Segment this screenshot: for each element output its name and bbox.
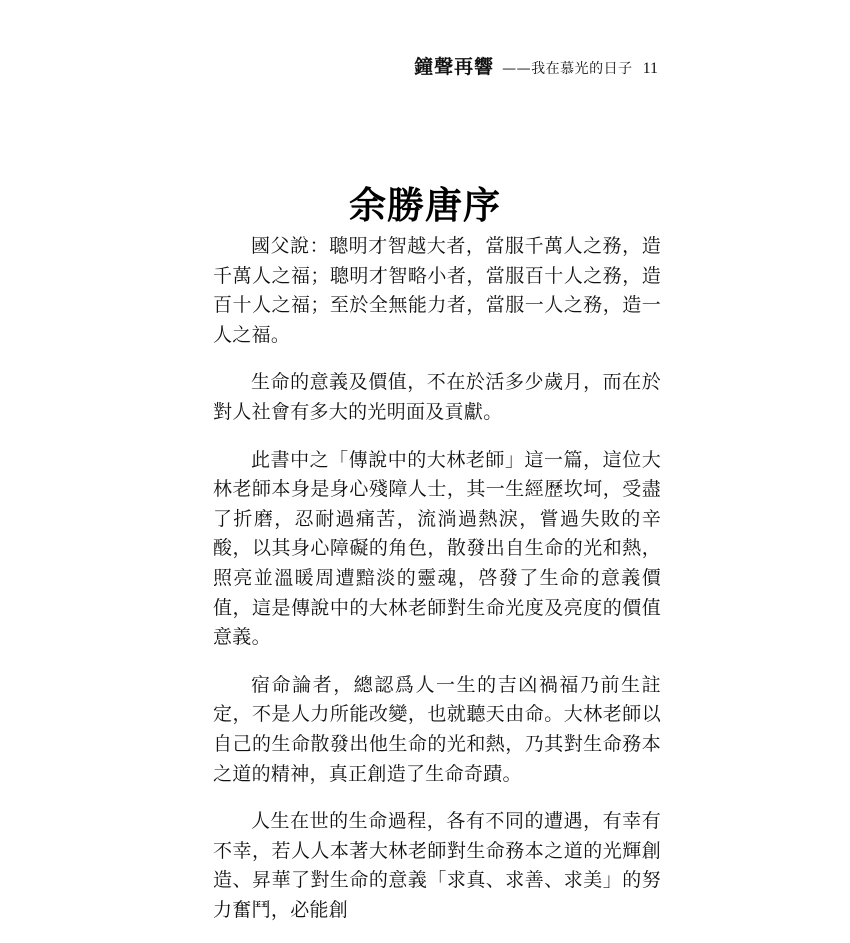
running-header — [414, 52, 658, 79]
paragraph: 宿命論者，總認爲人一生的吉凶禍福乃前生註定，不是人力所能改變，也就聽天由命。大林老師以自己的生命散發出他生命的光和熱，乃其對生命務本之道的精神，真正創造了生命奇蹟。 — [213, 673, 661, 785]
book-subtitle: ——我在慕光的日子 — [502, 61, 633, 77]
book-title: 鐘聲再響 — [414, 56, 495, 78]
preface-body — [213, 232, 661, 943]
paragraph: 此書中之「傳說中的大林老師」這一篇，這位大林老師本身是身心殘障人士，其一生經歷坎坷，受盡了折磨，忍耐過痛苦，流淌過熱淚，嘗過失敗的辛酸，以其身心障礙的角色，散發出自生命的光和熱，照亮並溫暖周遭黯淡的靈魂，啓發了生命的意義價值，這是傳說中的大林老師對生命光度及亮度的價值意義。 — [213, 448, 661, 649]
page-number: 11 — [642, 60, 658, 77]
paragraph: 生命的意義及價值，不在於活多少歲月，而在於對人社會有多大的光明面及貢獻。 — [213, 371, 661, 423]
paragraph: 國父說：聰明才智越大者，當服千萬人之務，造千萬人之福；聰明才智略小者，當服百十人之務，造百十人之福；至於全無能力者，當服一人之務，造一人之福。 — [213, 235, 661, 346]
preface-title: 余勝唐序 — [349, 184, 501, 227]
paragraph: 人生在世的生命過程，各有不同的遭遇，有幸有不幸，若人人本著大林老師對生命務本之道的光輝創造、昇華了對生命的意義「求真、求善、求美」的努力奮鬥，必能創 — [213, 810, 661, 921]
